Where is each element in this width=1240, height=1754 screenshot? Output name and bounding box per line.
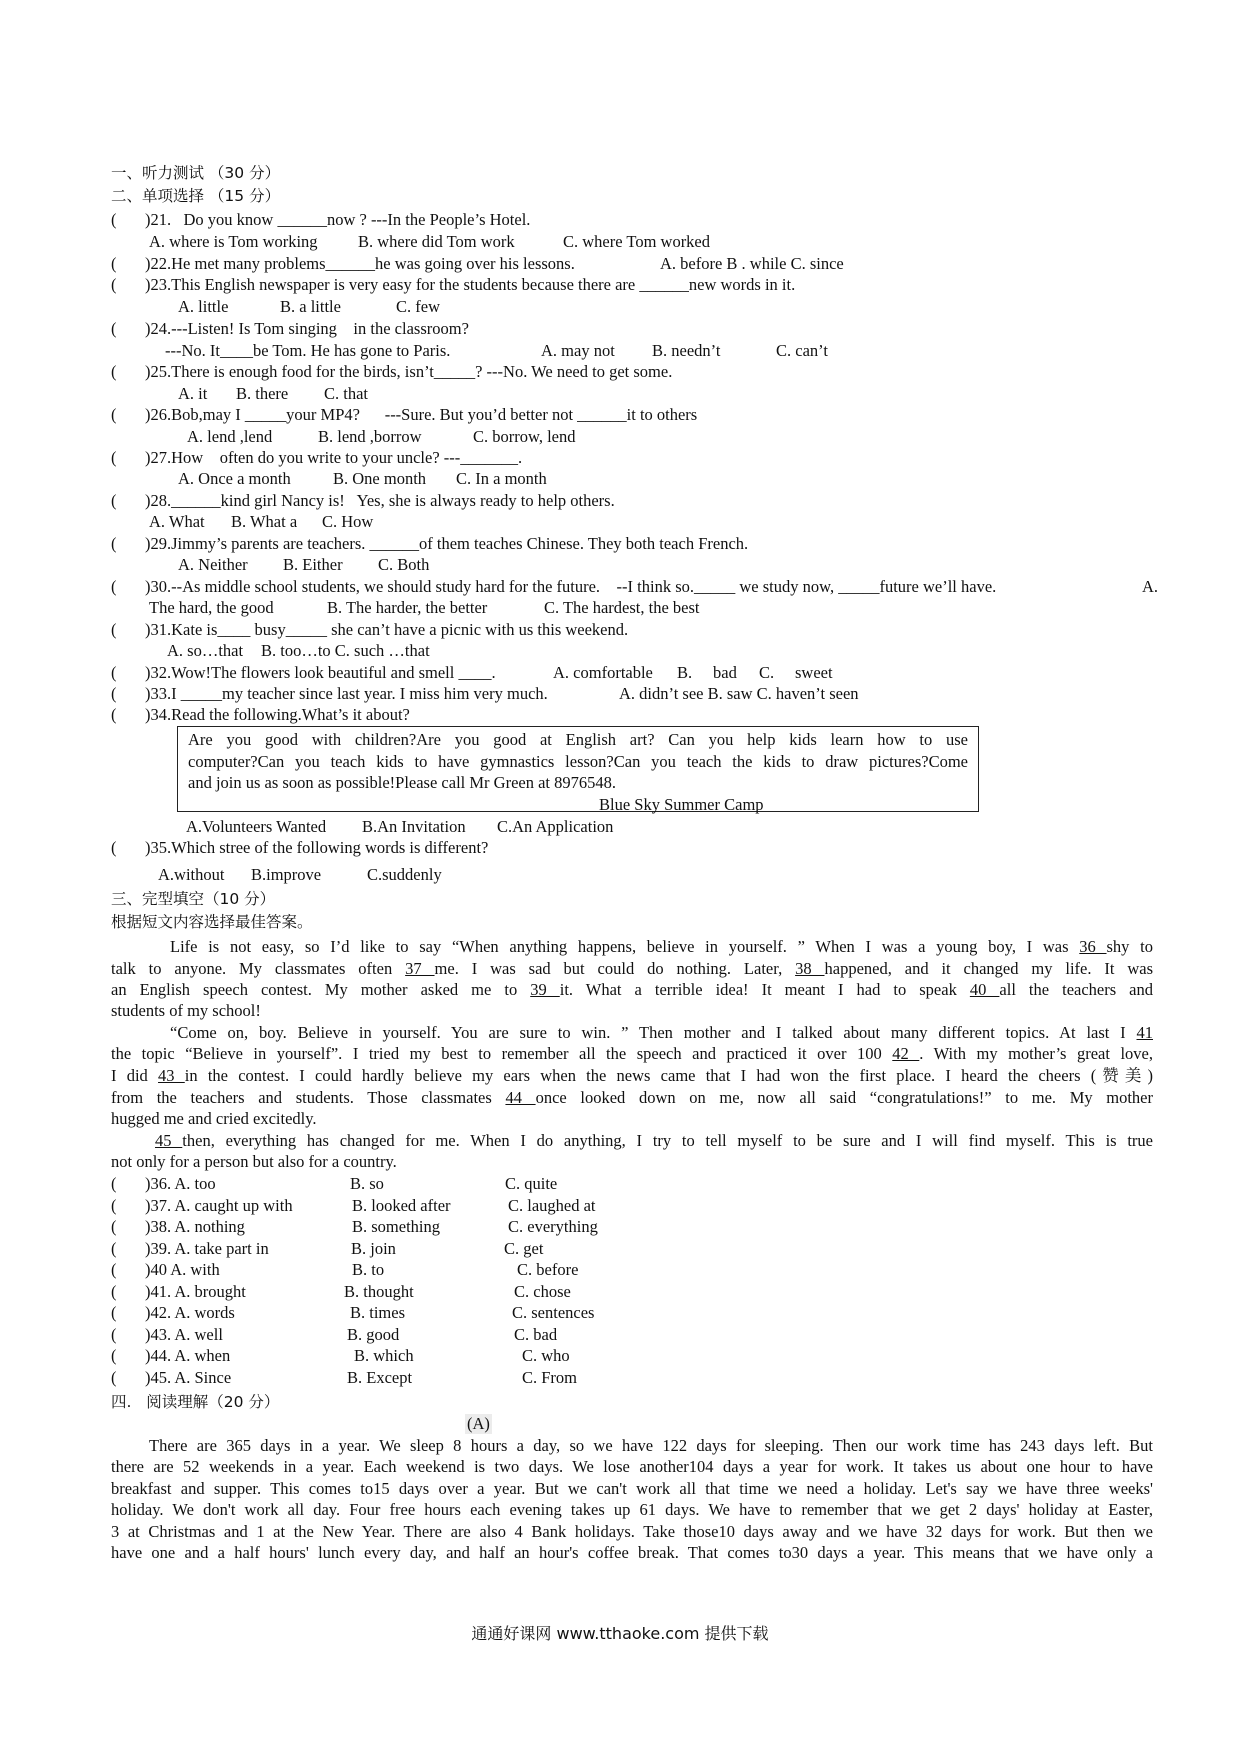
option-c: C. sentences (512, 1303, 595, 1322)
question-stem: )33.I _____my teacher since last year. I miss him very much. (145, 684, 548, 703)
option-b: B. to (352, 1260, 385, 1279)
section-listening-title: 一、听力测试 （30 分） (111, 164, 281, 182)
passage-label: (A) (467, 1414, 490, 1433)
reading-line-4: holiday. We don't work all day. Four free hours each evening takes up 61 days. We have to remember that we get 2 days' holiday at Easter, (111, 1500, 1153, 1519)
option-c: C.suddenly (367, 865, 442, 884)
answer-paren: ( (111, 705, 117, 724)
answer-paren: ( (111, 275, 117, 294)
question-stem: )31.Kate is____ busy_____ she can’t have a picnic with us this weekend. (145, 620, 629, 639)
question-stem: )28.______kind girl Nancy is! Yes, she is always ready to help others. (145, 491, 615, 510)
answer-paren: ( (111, 405, 117, 424)
option-b: B. so (350, 1174, 384, 1193)
section-cloze-instruction: 根据短文内容选择最佳答案。 (111, 913, 313, 931)
option-b: B. there (236, 384, 289, 403)
option-a: The hard, the good (149, 598, 274, 617)
option-c: C. The hardest, the best (544, 598, 700, 617)
option-a: A. may not (541, 341, 615, 360)
blank-37: 37 (405, 959, 435, 978)
cloze-line-8: from the teachers and students. Those classmates 44 once looked down on me, now all said “congratulations!” to me. My mother (111, 1088, 1153, 1107)
option-a: )43. A. well (145, 1325, 223, 1344)
reading-line-6: have one and a half hours' lunch every day, and half an hour's coffee break. That comes to30 days a year. This means that we have only a (111, 1543, 1153, 1562)
cloze-line-5: “Come on, boy. Believe in yourself. You are sure to win. ” Then mother and I talked about many different topics. At last I 41 (170, 1023, 1153, 1042)
section-cloze-title: 三、完型填空（10 分） (111, 890, 276, 908)
answer-paren: ( (111, 491, 117, 510)
option-b: B. a little (280, 297, 341, 316)
cloze-line-4: students of my school! (111, 1001, 261, 1020)
answer-paren: ( (111, 1174, 117, 1193)
answer-paren: ( (111, 254, 117, 273)
cloze-line-3: an English speech contest. My mother asked me to 39 it. What a terrible idea! It meant I had to speak 40 all the teachers and (111, 980, 1153, 999)
option-a: )38. A. nothing (145, 1217, 245, 1236)
option-a: )37. A. caught up with (145, 1196, 293, 1215)
blank-40: 40 (969, 980, 1000, 999)
blank-45: 45 (155, 1131, 183, 1150)
option-b: B. One month (333, 469, 427, 488)
option-c: C. get (504, 1239, 544, 1258)
option-b: B. What a (231, 512, 298, 531)
answer-paren: ( (111, 210, 117, 229)
blank-44: 44 (505, 1088, 536, 1107)
option-b: B. Except (347, 1368, 413, 1387)
question-stem: )26.Bob,may I _____your MP4? ---Sure. But you’d better not ______it to others (145, 405, 698, 424)
option-a-letter: A. (1142, 577, 1159, 596)
cloze-line-7: I did 43 in the contest. I could hardly believe my ears when the news came that I had won the first place. I heard the cheers (赞美) (111, 1066, 1153, 1085)
option-a: A. lend ,lend (187, 427, 273, 446)
answer-paren: ( (111, 1325, 117, 1344)
option-a: A.without (158, 865, 225, 884)
question-options: A. before B . while C. since (660, 254, 844, 273)
option-c: C. Both (378, 555, 430, 574)
ad-line-2: computer?Can you teach kids to have gymnastics lesson?Can you teach the kids to draw pictures?Come (188, 752, 968, 771)
option-c: C. few (396, 297, 440, 316)
option-b: B.An Invitation (362, 817, 466, 836)
question-stem: )25.There is enough food for the birds, isn’t_____? ---No. We need to get some. (145, 362, 673, 381)
blank-41: 41 (1136, 1023, 1153, 1042)
option-a: )44. A. when (145, 1346, 231, 1365)
option-a: A. it (178, 384, 208, 403)
answer-paren: ( (111, 1282, 117, 1301)
option-c: C. everything (508, 1217, 598, 1236)
question-34 (0, 705, 410, 785)
option-b: B. where did Tom work (358, 232, 515, 251)
answer-paren: ( (111, 1303, 117, 1322)
question-stem: )23.This English newspaper is very easy for the students because there are ______new words in it. (145, 275, 796, 294)
answer-paren: ( (111, 1217, 117, 1236)
option-c: C. In a month (456, 469, 547, 488)
blank-38: 38 (795, 959, 825, 978)
option-a: A. What (149, 512, 205, 531)
answer-paren: ( (111, 620, 117, 639)
option-c: C. bad (514, 1325, 558, 1344)
option-a: )45. A. Since (145, 1368, 232, 1387)
cloze-line-10: 45 then, everything has changed for me. When I do anything, I try to tell myself to be sure and I will find myself. This is true (155, 1131, 1153, 1150)
question-stem: )34.Read the following.What’s it about? (145, 705, 410, 724)
option-c: C. From (522, 1368, 578, 1387)
question-dialog: ---No. It____be Tom. He has gone to Paris. (165, 341, 451, 360)
option-a: A. where is Tom working (149, 232, 318, 251)
answer-paren: ( (111, 1239, 117, 1258)
option-b: B. Either (283, 555, 343, 574)
option-c-letter: C. (759, 663, 775, 682)
answer-paren: ( (111, 1346, 117, 1365)
cloze-line-1: Life is not easy, so I’d like to say “When anything happens, believe in yourself. ” When I was a young boy, I was 36 shy to (170, 937, 1153, 956)
option-a: A. Once a month (178, 469, 291, 488)
answer-paren: ( (111, 663, 117, 682)
option-c: C. laughed at (508, 1196, 596, 1215)
question-stem: )21. Do you know ______now ? ---In the People’s Hotel. (145, 210, 531, 229)
option-a: A. little (178, 297, 229, 316)
option-b: B. needn’t (652, 341, 721, 360)
answer-paren: ( (111, 534, 117, 553)
cloze-line-2: talk to anyone. My classmates often 37 me. I was sad but could do nothing. Later, 38 happened, and it changed my life. It was (111, 959, 1153, 978)
answer-paren: ( (111, 448, 117, 467)
ad-line-3: and join us as soon as possible!Please call Mr Green at 8976548. (188, 773, 617, 792)
option-b: B.improve (251, 865, 322, 884)
option-c: C. borrow, lend (473, 427, 576, 446)
question-stem: )24.---Listen! Is Tom singing in the classroom? (145, 319, 469, 338)
option-a: )36. A. too (145, 1174, 216, 1193)
cloze-line-11: not only for a person but also for a country. (111, 1152, 397, 1171)
option-a: )40 A. with (145, 1260, 220, 1279)
option-a: A. comfortable (553, 663, 653, 682)
section-reading-title: 四. 阅读理解（20 分） (111, 1393, 280, 1411)
option-a: A. Neither (178, 555, 248, 574)
cloze-line-9: hugged me and cried excitedly. (111, 1109, 317, 1128)
option-b: B. thought (344, 1282, 414, 1301)
option-c: sweet (795, 663, 833, 682)
ad-line-1: Are you good with children?Are you good at English art? Can you help kids learn how to use (188, 730, 968, 749)
reading-line-3: breakfast and supper. This comes to15 days over a year. But we can't work all that time we need a holiday. Let's say we have three weeks' (111, 1479, 1153, 1498)
option-c: C. How (322, 512, 374, 531)
blank-42: 42 (892, 1044, 920, 1063)
reading-line-1: There are 365 days in a year. We sleep 8 hours a day, so we have 122 days for sleeping. Then our work time has 243 days left. But (149, 1436, 1153, 1455)
option-c: C. quite (505, 1174, 558, 1193)
option-b: B. looked after (352, 1196, 451, 1215)
option-b: B. times (350, 1303, 406, 1322)
option-b-letter: B. (677, 663, 693, 682)
option-a: )41. A. brought (145, 1282, 246, 1301)
question-stem: )22.He met many problems______he was going over his lessons. (145, 254, 575, 273)
option-b: bad (713, 663, 737, 682)
answer-paren: ( (111, 1260, 117, 1279)
option-a: A.Volunteers Wanted (186, 817, 327, 836)
option-c: C. who (522, 1346, 570, 1365)
answer-paren: ( (111, 1196, 117, 1215)
ad-signature: Blue Sky Summer Camp (599, 795, 764, 814)
option-a: )39. A. take part in (145, 1239, 269, 1258)
answer-paren: ( (111, 1368, 117, 1387)
option-c: C. where Tom worked (563, 232, 711, 251)
option-b: B. too…to C. such …that (261, 641, 430, 660)
option-c: C. can’t (776, 341, 828, 360)
page-footer: 通通好课网 www.tthaoke.com 提供下载 (471, 1624, 769, 1643)
question-stem: )32.Wow!The flowers look beautiful and smell ____. (145, 663, 496, 682)
question-options: A. didn’t see B. saw C. haven’t seen (619, 684, 859, 703)
answer-paren: ( (111, 838, 117, 857)
reading-line-5: 3 at Christmas and 1 at the New Year. There are also 4 Bank holidays. Take those10 days away and we have 32 days for work. But then we (111, 1522, 1153, 1541)
reading-line-2: there are 52 weekends in a year. Each weekend is two days. We lose another104 days a year for work. It takes us about one hour to have (111, 1457, 1153, 1476)
option-c: C.An Application (497, 817, 614, 836)
option-b: B. good (347, 1325, 400, 1344)
answer-paren: ( (111, 362, 117, 381)
option-b: B. join (351, 1239, 396, 1258)
blank-39: 39 (530, 980, 560, 999)
question-stem: )29.Jimmy’s parents are teachers. ______of them teaches Chinese. They both teach French. (145, 534, 749, 553)
question-stem: )27.How often do you write to your uncle? ---_______. (145, 448, 523, 467)
option-c: C. that (324, 384, 368, 403)
option-b: B. lend ,borrow (318, 427, 422, 446)
blank-43: 43 (158, 1066, 185, 1085)
cloze-line-6: the topic “Believe in yourself”. I tried my best to remember all the speech and practiced it over 100 42 . With my mother’s great love, (111, 1044, 1153, 1063)
option-b: B. which (354, 1346, 414, 1365)
option-c: C. chose (514, 1282, 571, 1301)
option-a: A. so…that (167, 641, 244, 660)
option-b: B. something (352, 1217, 441, 1236)
option-a: )42. A. words (145, 1303, 235, 1322)
blank-36: 36 (1079, 937, 1107, 956)
question-stem: )35.Which stree of the following words is different? (145, 838, 489, 857)
answer-paren: ( (111, 319, 117, 338)
option-b: B. The harder, the better (327, 598, 488, 617)
section-choice-title: 二、单项选择 （15 分） (111, 187, 281, 205)
answer-paren: ( (111, 684, 117, 703)
option-c: C. before (517, 1260, 579, 1279)
answer-paren: ( (111, 577, 117, 596)
question-stem: )30.--As middle school students, we should study hard for the future. --I think so._____ we study now, _____future we’ll have. (145, 577, 997, 596)
